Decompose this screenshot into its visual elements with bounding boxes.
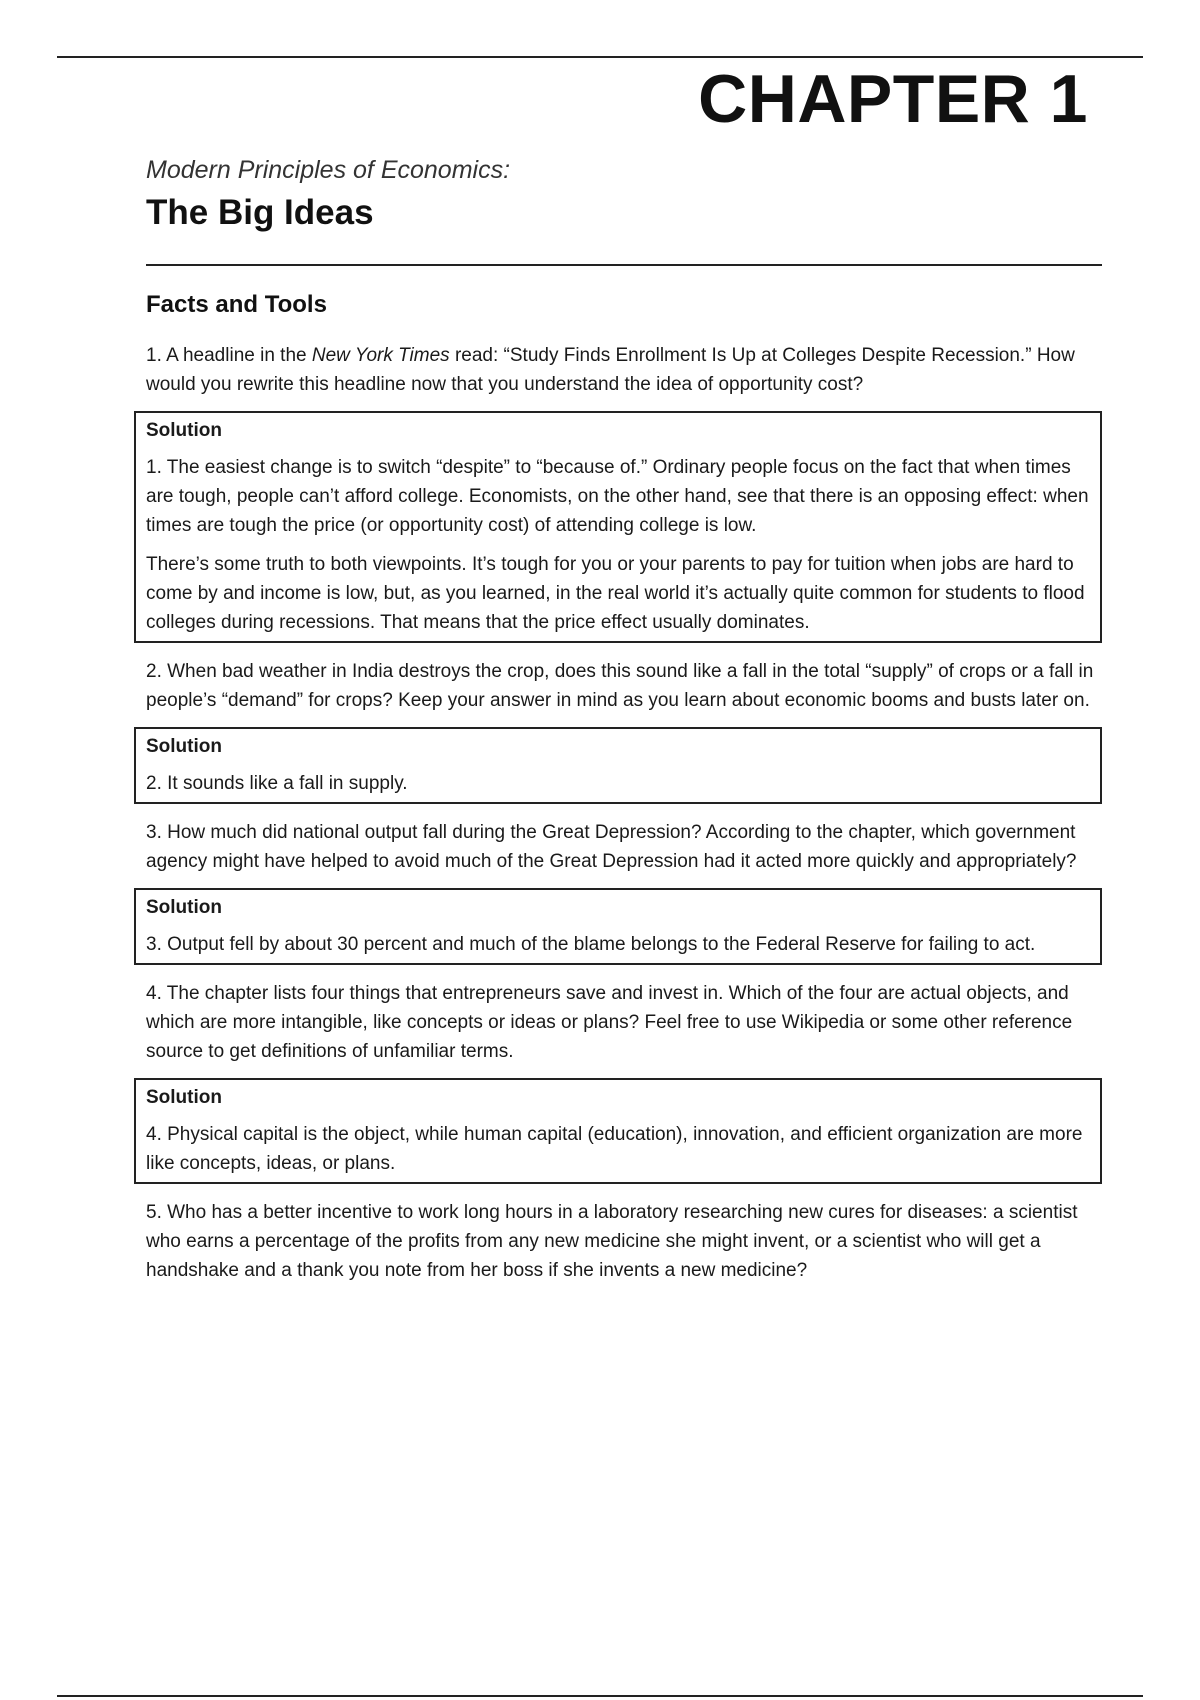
- solution-4-paragraph-1: 4. Physical capital is the object, while human capital (education), innovation, and efficient organization are more like concepts, ideas, or plans.: [146, 1124, 1083, 1174]
- solution-label: Solution: [146, 1087, 222, 1108]
- question-1: [134, 341, 1102, 399]
- question-1-text-end: read: “Study Finds Enrollment Is Up at Colleges Despite Recession.” How would you rewrite this headline now that you understand the idea of opportunity cost?: [146, 345, 1075, 395]
- question-4: 4. The chapter lists four things that entrepreneurs save and invest in. Which of the four are actual objects, and which are more intangible, like concepts or ideas or plans? Feel free to use Wikipedia or some other reference source to get definitions of unfamiliar terms.: [146, 983, 1073, 1062]
- solution-1-paragraph-1: 1. The easiest change is to switch “despite” to “because of.” Ordinary people focus on the fact that when times are tough, people can’t afford college. Economists, on the other hand, see that there is an opposing effect: when times are tough the price (or opportunity cost) of attending college is low.: [146, 457, 1089, 536]
- solution-box-4: [134, 1078, 1102, 1184]
- book-title: Modern Principles of Economics:: [146, 156, 511, 184]
- solution-label: Solution: [146, 420, 222, 441]
- question-2: 2. When bad weather in India destroys the crop, does this sound like a fall in the total “supply” of crops or a fall in people’s “demand” for crops? Keep your answer in mind as you learn about economic booms and busts later on.: [146, 661, 1094, 711]
- bottom-rule: [57, 1695, 1143, 1697]
- question-1-text-start: 1. A headline in the: [146, 345, 312, 366]
- solution-3-paragraph-1: 3. Output fell by about 30 percent and much of the blame belongs to the Federal Reserve for failing to act.: [146, 934, 1036, 955]
- chapter-title: The Big Ideas: [146, 193, 374, 232]
- solution-box-1: [134, 411, 1102, 643]
- question-1-publication: New York Times: [311, 345, 450, 366]
- title-rule: [146, 264, 1102, 266]
- solution-label: Solution: [146, 897, 222, 918]
- solution-2-paragraph-1: 2. It sounds like a fall in supply.: [146, 773, 408, 794]
- question-5: 5. Who has a better incentive to work long hours in a laboratory researching new cures for diseases: a scientist who earns a percentage of the profits from any new medicine she might invent, or a scientist who will get a handshake and a thank you note from her boss if she invents a new medicine?: [146, 1202, 1078, 1281]
- top-rule: [57, 56, 1143, 58]
- solution-1-paragraph-2: There’s some truth to both viewpoints. It’s tough for you or your parents to pay for tuition when jobs are hard to come by and income is low, but, as you learned, in the real world it’s actually quite common for students to flood colleges during recessions. That means that the price effect usually dominates.: [146, 554, 1085, 633]
- solution-box-2: [134, 727, 1102, 804]
- section-heading: Facts and Tools: [146, 291, 327, 318]
- question-list: [134, 341, 1102, 1297]
- chapter-number: CHAPTER 1: [698, 61, 1088, 137]
- solution-label: Solution: [146, 736, 222, 757]
- solution-box-3: [134, 888, 1102, 965]
- question-3: 3. How much did national output fall during the Great Depression? According to the chapter, which government agency might have helped to avoid much of the Great Depression had it acted more quickly and appropriately?: [146, 822, 1077, 872]
